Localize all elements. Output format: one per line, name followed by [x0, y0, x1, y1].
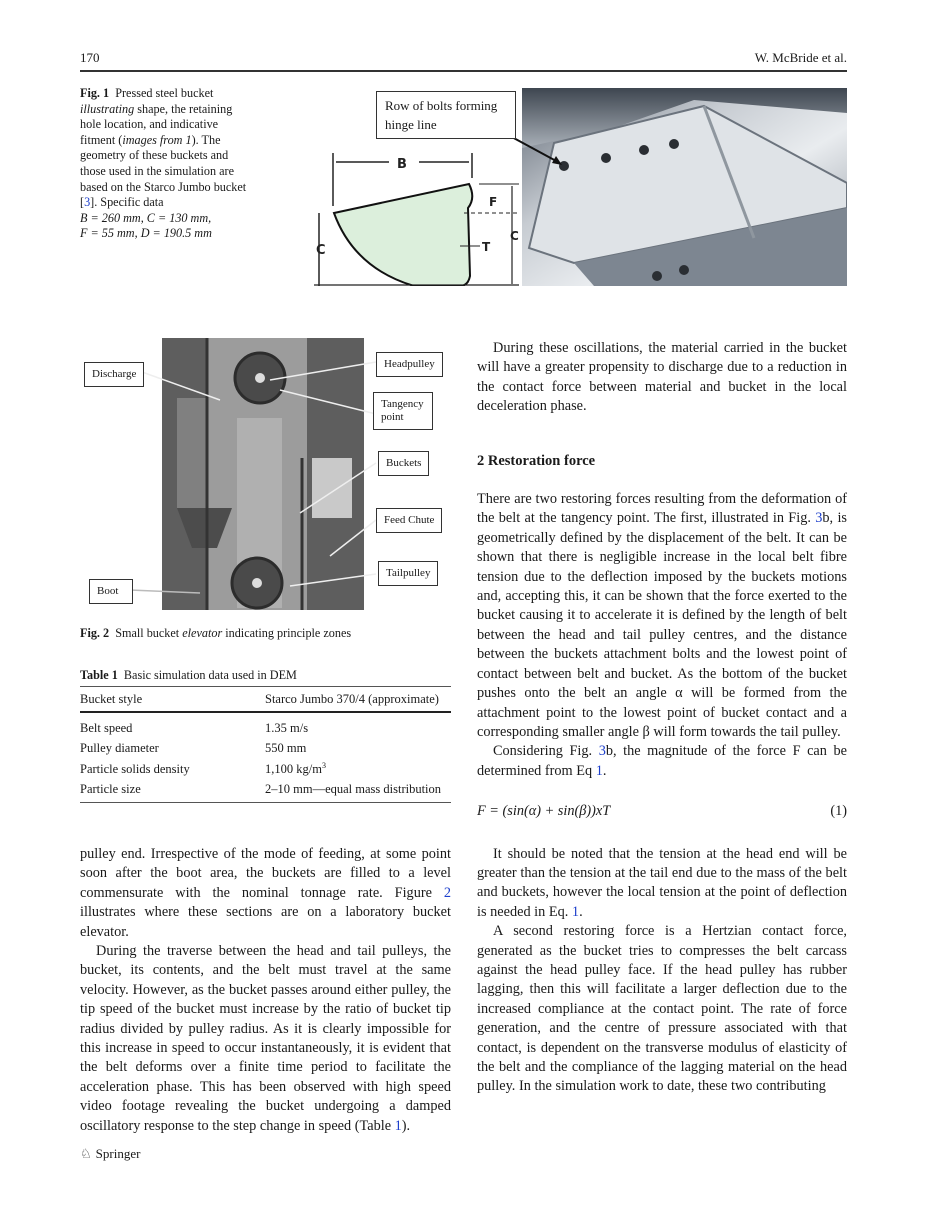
table-row: Pulley diameter 550 mm — [80, 741, 307, 756]
paragraph: Considering Fig. 3b, the magnitude of the force F can be determined from Eq 1. — [477, 743, 847, 779]
fig1-callout-label: Row of bolts forming hinge line — [376, 91, 516, 139]
paragraph: There are two restoring forces resulting from the deformation of the belt at the tangency point. The first, illustrated in Fig. 3b, is geometrically defined by the displacement of the belt. It can be shown that there is negligible increase in the local belt fibre tension due to the deflection imposed by the buckets motions and, accepting this, it can be shown that the force exerted to the bucket causing it to accelerate it is defined by the length of belt between the head and tail pulley centres, and the distance between the buckets attachment bolts and the lowest point of contact between belt and bucket. As the bottom of the bucket pushes onto the belt an angle α will be formed from the attachment point to the lowest point of bucket contact and a corresponding smaller angle β will form towards the tail pulley. — [477, 491, 847, 740]
fig-link-3[interactable]: 3 — [815, 510, 823, 527]
fig1-image — [314, 88, 847, 286]
paragraph: A second restoring force is a Hertzian contact force, generated as the bucket tries to compresses the belt carcass against the head pulley face. If the head pulley has rubber lagging, then this will facilitate a larger deflection due to the increased compliance at the contact point. The rate of force generation, and the centre of pressure associated with that contact, is dependent on the transverse modulus of elasticity of the belt and the compliance of the lagging material on the head pulley. In the simulation work to date, these two contributing — [477, 923, 847, 1095]
label-buckets: Buckets — [378, 451, 429, 476]
table-row: Particle solids density 1,100 $kg/m^3$ — [80, 761, 326, 777]
label-discharge: Discharge — [84, 362, 144, 387]
page-number: 170 — [80, 50, 100, 65]
eq-link-1b[interactable]: 1 — [571, 903, 580, 920]
fig-link-2[interactable]: 2 — [443, 884, 451, 901]
label-tangency-point: Tangency point — [373, 392, 433, 430]
fig1-caption: Fig. 1 Pressed steel bucket illustrating shape, the retaining hole location, and indicative fitment (images from 1). The geometry of these buckets and those used in the simulation are based on the Starco Jumbo bucket [3]. Specific data B = 260 mm, C = 130 mm, F = 55 mm, D = 190.5 mm — [80, 86, 247, 241]
header-rule — [80, 70, 847, 72]
table-row: Belt speed 1.35 m/s — [80, 720, 309, 735]
paragraph: pulley end. Irrespective of the mode of feeding, at some point soon after the boot area, the buckets are filled to a level commensurate with the nominal tonnage rate. Figure 2 illustrates where these sections are on a laboratory bucket elevator. — [80, 846, 451, 940]
svg-text:C: C — [316, 243, 326, 258]
left-column-text — [80, 845, 451, 1136]
table-row: Particle size 2–10 mm—equal mass distribution — [80, 782, 442, 797]
right-column-text — [477, 339, 847, 1097]
section-heading: 2 Restoration force — [477, 452, 596, 469]
fig1-label: Fig. 1 — [80, 86, 110, 100]
paragraph: During the traverse between the head and tail pulleys, the bucket, its contents, and the belt must travel at the same velocity. However, as the bucket passes around either pulley, the tip speed of the bucket must increase by the ratio of bucket tip radius divided by pulley radius. As it is clearly impossible for this increase in speed to occur instantaneously, it is evident that the belt deforms over a finite time period to facilitate the acceleration phase. This has been observed with high speed video footage revealing the bucket undergoing a damped oscillatory response to the step change in speed (Table 1). — [80, 943, 451, 1134]
fig2-label: Fig. 2 — [80, 626, 110, 640]
label-tailpulley: Tailpulley — [378, 561, 438, 586]
svg-text:B: B — [397, 157, 407, 172]
table-link-1[interactable]: 1 — [394, 1117, 402, 1134]
eq-link-1[interactable]: 1 — [595, 762, 603, 779]
table-header-row: Bucket style Starco Jumbo 370/4 (approximate) — [80, 691, 439, 706]
footer-publisher: ♘ Springer — [80, 1146, 141, 1161]
paragraph: During these oscillations, the material carried in the bucket will have a greater propensity to discharge due to a reduction in the contact force between material and bucket in the local deceleration phase. — [477, 340, 847, 415]
running-authors: W. McBride et al. — [754, 50, 847, 65]
label-headpulley: Headpulley — [376, 352, 443, 377]
label-feed-chute: Feed Chute — [376, 508, 442, 533]
fig-link-3b[interactable]: 3 — [598, 743, 606, 760]
paragraph: It should be noted that the tension at the head end will be greater than the tension at the tail end due to the mass of the belt and buckets, however the local tension at the point of deflection is needed in Eq. 1. — [477, 845, 847, 920]
svg-text:F: F — [489, 195, 498, 209]
springer-horse-icon: ♘ — [80, 1146, 92, 1161]
table1-label: Table 1 — [80, 668, 118, 682]
svg-text:C: C — [510, 229, 519, 243]
ref-link-3[interactable]: 3 — [84, 195, 91, 210]
svg-text:T: T — [482, 240, 491, 254]
equation-1: F = (sin(α) + sin(β))xT (1) — [477, 803, 847, 820]
fig2-caption: Fig. 2 Small bucket elevator indicating principle zones — [80, 626, 352, 640]
table1-caption: Table 1 Basic simulation data used in DEM — [80, 668, 297, 682]
label-boot: Boot — [89, 579, 133, 604]
table1 — [80, 686, 451, 803]
